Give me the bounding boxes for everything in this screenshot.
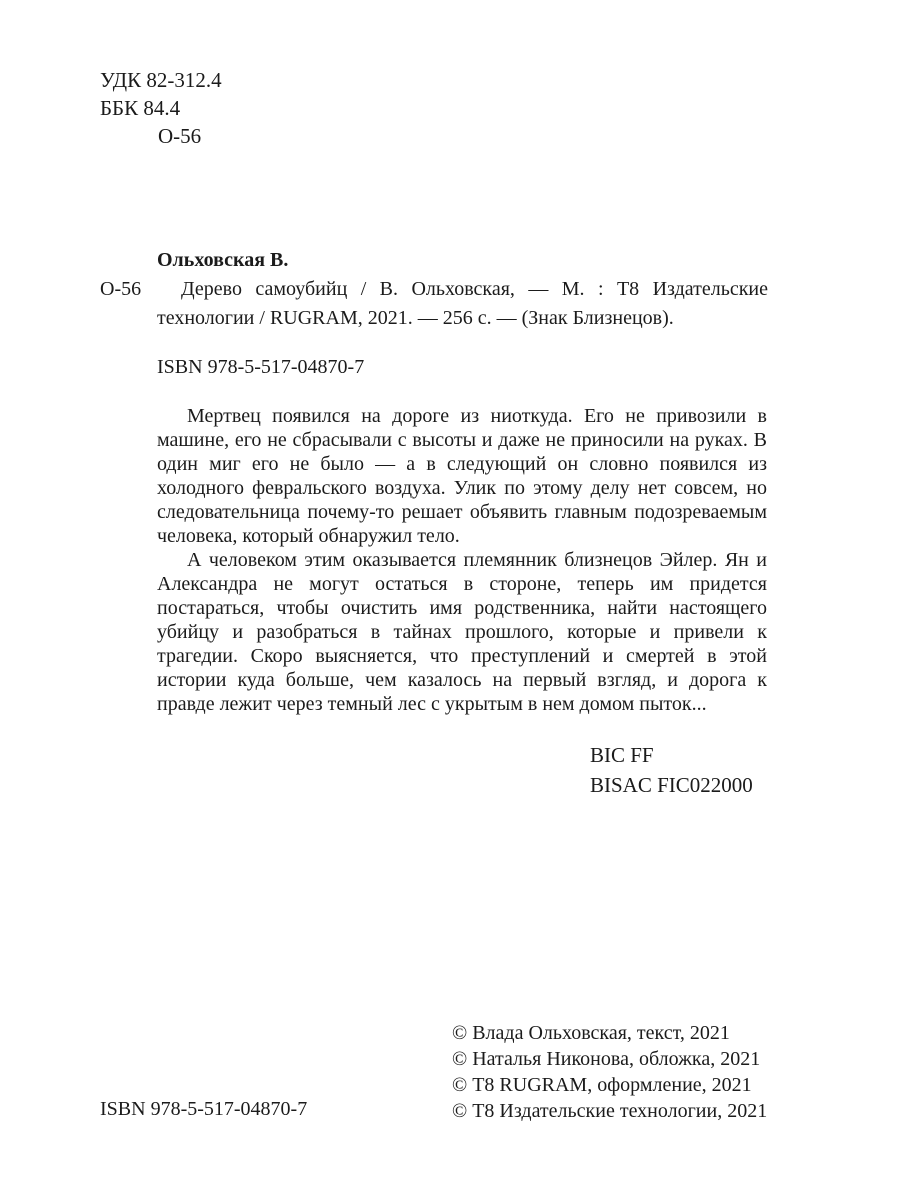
author-sign-code: О-56 xyxy=(158,124,202,148)
classification-codes xyxy=(100,66,222,150)
copyright-line: © Влада Ольховская, текст, 2021 xyxy=(452,1022,730,1044)
catalog-code: О-56 xyxy=(100,278,142,300)
annotation xyxy=(157,404,767,716)
bbk-number: ББК 84.4 xyxy=(100,96,181,120)
annotation-paragraph: Мертвец появился на дороге из ниоткуда. Его не привозили в машине, его не сбрасывали с высоты и даже не приносили на руках. В один миг его не было — а в следующий он словно появился из холодного февральского воздуха. Улик по этому делу нет совсем, но следовательница почему-то решает объявить главным подозреваемым человека, который обнаружил тело. xyxy=(157,405,767,547)
bic-code: BIC FF xyxy=(590,743,654,767)
copyright-line: © Т8 Издательские технологии, 2021 xyxy=(452,1100,768,1122)
isbn-top: ISBN 978-5-517-04870-7 xyxy=(157,356,365,378)
trade-classification-codes xyxy=(590,740,753,800)
bibliographic-entry xyxy=(100,275,768,333)
copyright-line: © Наталья Никонова, обложка, 2021 xyxy=(452,1048,761,1070)
bisac-code: BISAC FIC022000 xyxy=(590,773,753,797)
udk-number: УДК 82-312.4 xyxy=(100,68,222,92)
author-name: Ольховская В. xyxy=(157,249,289,271)
catalog-description: Дерево самоубийц / В. Ольховская, — М. : Т8 Издательские технологии / RUGRAM, 2021. — 256 с. — (Знак Близнецов). xyxy=(157,278,768,329)
copyright-list xyxy=(452,1020,767,1124)
copyright-line: © Т8 RUGRAM, оформление, 2021 xyxy=(452,1074,752,1096)
isbn-bottom: ISBN 978-5-517-04870-7 xyxy=(100,1098,308,1120)
bibliographic-block xyxy=(100,246,768,382)
annotation-paragraph: А человеком этим оказывается племянник близнецов Эйлер. Ян и Александра не могут остаться в стороне, теперь им придется постараться, чтобы очистить имя родственника, найти настоящего убийцу и разобраться в тайнах прошлого, которые и привели к трагедии. Скоро выясняется, что преступлений и смертей в этой истории куда больше, чем казалось на первый взгляд, и дорога к правде лежит через темный лес с укрытым в нем домом пыток... xyxy=(157,549,767,715)
